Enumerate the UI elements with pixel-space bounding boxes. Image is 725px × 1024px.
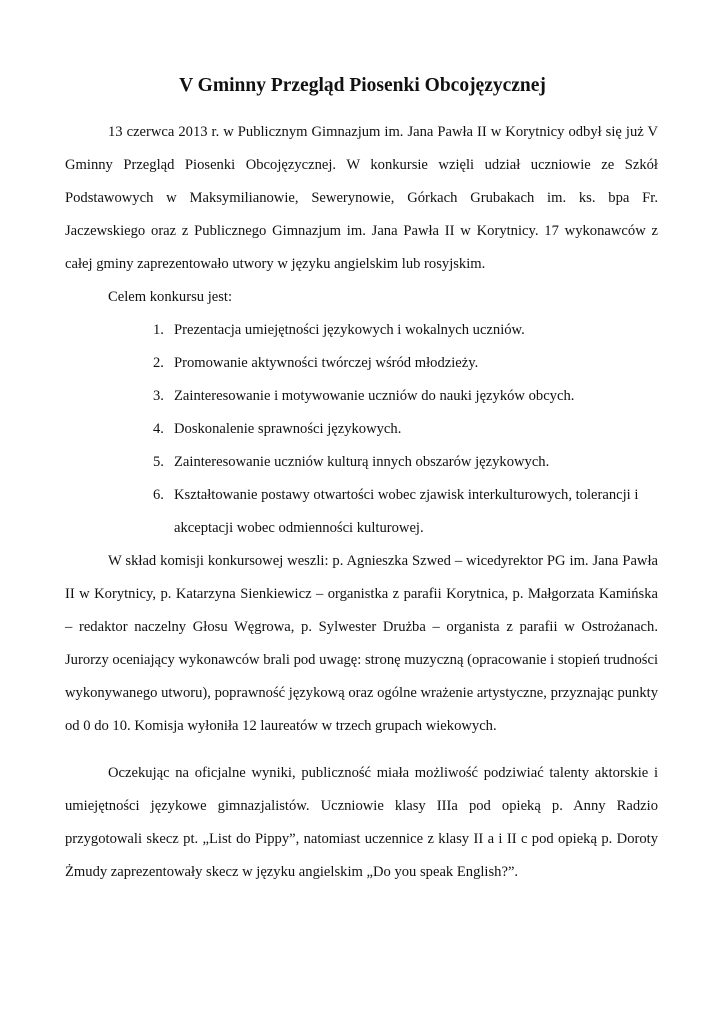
list-item: 6. Kształtowanie postawy otwartości wobec zjawisk interkulturowych, tolerancji i akceptacji wobec odmienności kulturowej. (153, 487, 639, 536)
list-item: 5. Zainteresowanie uczniów kulturą innych obszarów językowych. (153, 454, 550, 470)
list-item: 3. Zainteresowanie i motywowanie uczniów do nauki języków obcych. (153, 388, 575, 404)
closing-paragraph: Oczekując na oficjalne wyniki, publiczność miała możliwość podziwiać talenty aktorskie i umiejętności językowe gimnazjalistów. Uczniowie klasy IIIa pod opieką p. Anny Radzio przygotowali skecz pt. „List do Pippy”, natomiast uczennice z klasy II a i II c pod opieką p. Doroty Żmudy zaprezentowały skecz w języku angielskim „Do you speak English?”. (65, 765, 658, 880)
list-item: 4. Doskonalenie sprawności językowych. (153, 421, 402, 437)
goals-heading: Celem konkursu jest: (108, 289, 233, 305)
document-body (65, 116, 658, 889)
paragraph-gap (65, 743, 658, 757)
list-item: 1. Prezentacja umiejętności językowych i wokalnych uczniów. (153, 322, 525, 338)
jury-paragraph: W skład komisji konkursowej weszli: p. Agnieszka Szwed – wicedyrektor PG im. Jana Pawła II w Korytnicy, p. Katarzyna Sienkiewicz – organistka z parafii Korytnica, p. Małgorzata Kamińska – redaktor naczelny Głosu Węgrowa, p. Sylwester Drużba – organista z parafii w Ostrożanach. Jurorzy oceniający wykonawców brali pod uwagę: stronę muzyczną (opracowanie i stopień trudności wykonywanego utworu), poprawność językową oraz ogólne wrażenie artystyczne, przyznając punkty od 0 do 10. Komisja wyłoniła 12 laureatów w trzech grupach wiekowych. (65, 553, 658, 734)
page-title: V Gminny Przegląd Piosenki Obcojęzycznej (179, 75, 546, 96)
intro-paragraph: 13 czerwca 2013 r. w Publicznym Gimnazjum im. Jana Pawła II w Korytnicy odbył się już V Gminny Przegląd Piosenki Obcojęzycznej. W konkursie wzięli udział uczniowie ze Szkół Podstawowych w Maksymilianowie, Sewerynowie, Górkach Grubakach im. ks. bpa Fr. Jaczewskiego oraz z Publicznego Gimnazjum im. Jana Pawła II w Korytnicy. 17 wykonawców z całej gminy zaprezentowało utwory w języku angielskim lub rosyjskim. (65, 124, 658, 272)
list-item: 2. Promowanie aktywności twórczej wśród młodzieży. (153, 355, 479, 371)
goals-list (65, 314, 658, 545)
